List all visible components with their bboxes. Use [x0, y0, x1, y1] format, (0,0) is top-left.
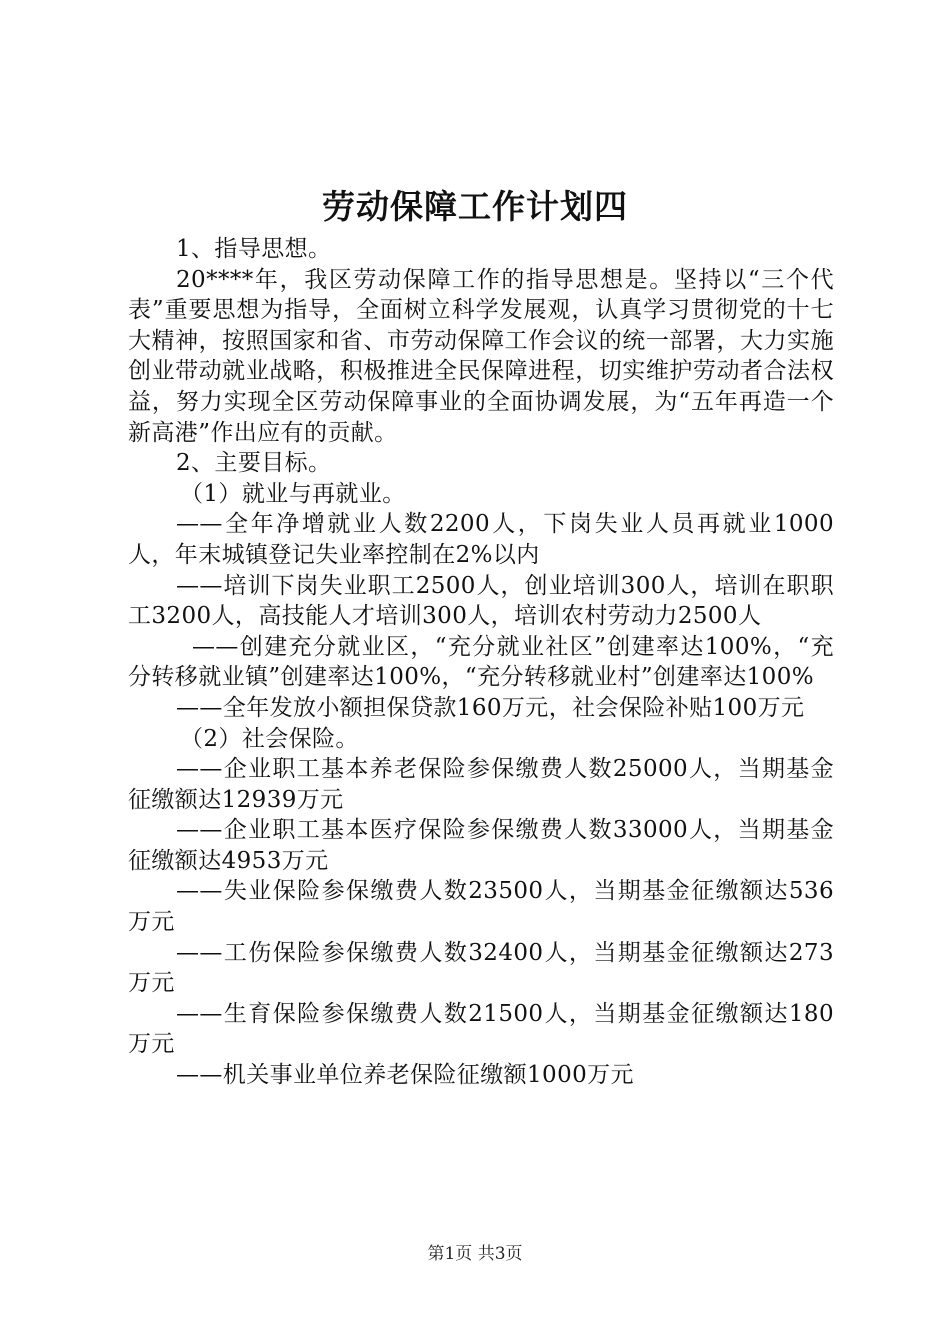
goal-item-employment-growth: ——全年净增就业人数2200人，下岗失业人员再就业1000人，年末城镇登记失业率控制在2%以内 — [128, 511, 834, 568]
page-footer: 第1页 共3页 — [427, 1244, 523, 1264]
goal-item-maternity-insurance: ——生育保险参保缴费人数21500人，当期基金征缴额达180万元 — [128, 1000, 834, 1058]
document-title: 劳动保障工作计划四 — [322, 187, 628, 226]
goal-item-unemployment-insurance: ——失业保险参保缴费人数23500人，当期基金征缴额达536万元 — [128, 878, 834, 936]
goal-item-full-employment: ——创建充分就业区，“充分就业社区”创建率达100%，“充分转移就业镇”创建率达100%，“充分转移就业村”创建率达100% — [128, 633, 834, 691]
goal-item-injury-insurance: ——工伤保险参保缴费人数32400人，当期基金征缴额达273万元 — [128, 939, 834, 997]
goal-item-pension-insurance: ——企业职工基本养老保险参保缴费人数25000人，当期基金征缴额达12939万元 — [128, 756, 834, 813]
subheading-employment: （1）就业与再就业。 — [180, 480, 406, 507]
document-body — [128, 234, 834, 1091]
subheading-social-insurance: （2）社会保险。 — [180, 725, 359, 752]
section-heading-main-goals: 2、主要目标。 — [176, 450, 332, 477]
goal-item-loans-subsidy: ——全年发放小额担保贷款160万元，社会保险补贴100万元 — [176, 694, 805, 721]
goal-item-training: ——培训下岗失业职工2500人，创业培训300人，培训在职职工3200人，高技能人才培训300人，培训农村劳动力2500人 — [128, 572, 834, 630]
goal-item-institution-pension: ——机关事业单位养老保险征缴额1000万元 — [176, 1062, 634, 1089]
paragraph-guiding-thought: 20****年，我区劳动保障工作的指导思想是。坚持以“三个代表”重要思想为指导，全面树立科学发展观，认真学习贯彻党的十七大精神，按照国家和省、市劳动保障工作会议的统一部署，大力实施创业带动就业战略，积极推进全民保障进程，切实维护劳动者合法权益，努力实现全区劳动保障事业的全面协调发展，为“五年再造一个新高港”作出应有的贡献。 — [128, 266, 834, 446]
goal-item-medical-insurance: ——企业职工基本医疗保险参保缴费人数33000人，当期基金征缴额达4953万元 — [128, 817, 834, 874]
section-heading-guiding-thought: 1、指导思想。 — [176, 236, 332, 262]
